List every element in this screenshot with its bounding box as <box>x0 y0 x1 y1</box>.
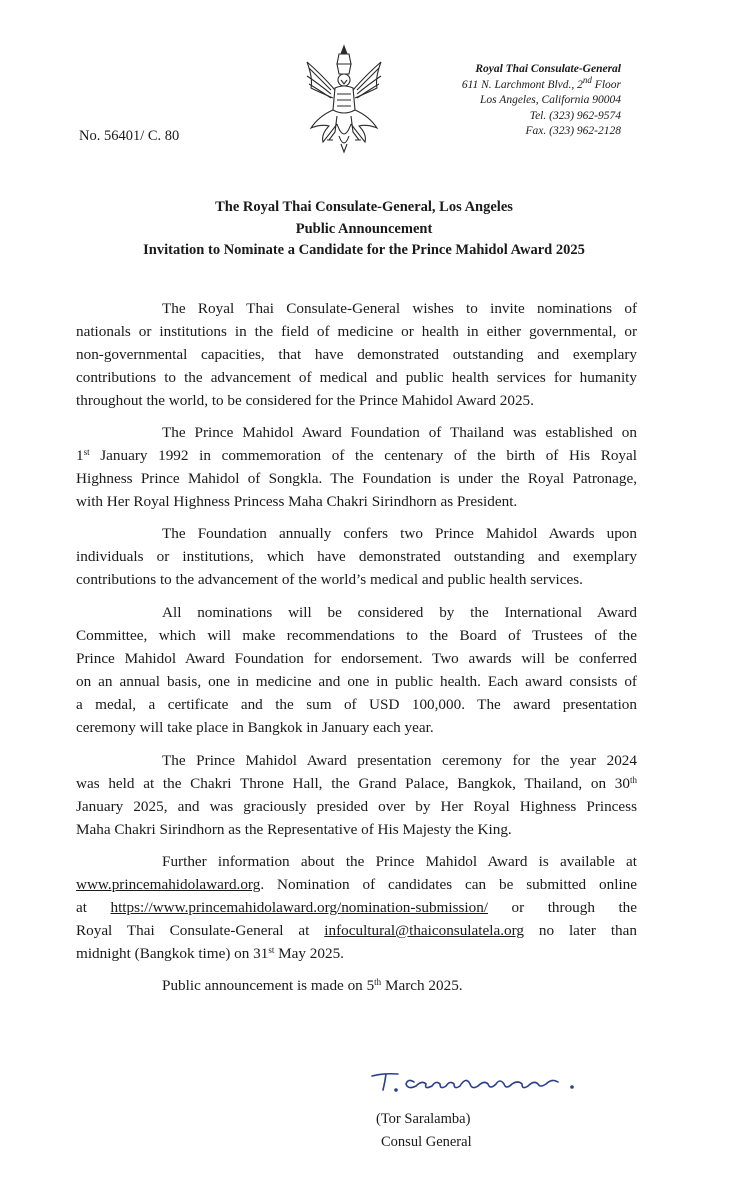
signer-title: Consul General <box>381 1133 472 1150</box>
paragraph-nomination-process: All nominations will be considered by the International Award Committee, which will make recommendations to the Board of Trustees of the Prince Mahidol Award Foundation for endorsement. Two awards will be conferred on an annual basis, one in medicine and one in public health. Each award consists of a medal, a certificate and the sum of USD 100,000. The award presentation ceremony will take place in Bangkok in January each year. <box>76 604 637 736</box>
paragraph-announcement-date: Public announcement is made on 5th March 2025. <box>162 977 463 994</box>
address-line-city: Los Angeles, California 90004 <box>480 94 621 106</box>
nomination-submission-link[interactable]: https://www.princemahidolaward.org/nomination-submission/ <box>110 899 489 916</box>
fax: Fax. (323) 962-2128 <box>525 125 621 137</box>
title-line-3: Invitation to Nominate a Candidate for the Prince Mahidol Award 2025 <box>143 242 585 258</box>
title-line-2: Public Announcement <box>295 220 433 237</box>
letterhead-address <box>361 62 621 140</box>
paragraph-foundation-history: The Prince Mahidol Award Foundation of Thailand was established on 1st January 1992 in commemoration of the centenary of the birth of His Royal Highness Prince Mahidol of Songkla. The Foundation is under the Royal Patronage, with Her Royal Highness Princess Maha Chakri Sirindhorn as President. <box>76 424 637 510</box>
paragraph-further-information: Further information about the Prince Mahidol Award is available at www.princemahidolaward.org. Nomination of candidates can be submitted online at https://www.princemahidolaward.org/nomination-submission/ or through the Royal Thai Consulate-General at infocultural@thaiconsulatela.org no later than midnight (Bangkok time) on 31st May 2025. <box>76 853 638 962</box>
signer-name: (Tor Saralamba) <box>376 1111 471 1127</box>
paragraph-invitation: The Royal Thai Consulate-General wishes to invite nominations of nationals or institutions in the field of medicine or health in either governmental, or non-governmental capacities, that have demonstrated outstanding and exemplary contributions to the advancement of medical and public health services for humanity throughout the world, to be considered for the Prince Mahidol Award 2025. <box>76 300 637 409</box>
email-link[interactable]: infocultural@thaiconsulatela.org <box>324 922 524 939</box>
announcement-title <box>60 197 668 262</box>
address-line-street: 611 N. Larchmont Blvd., 2nd Floor <box>461 74 621 91</box>
title-line-1: The Royal Thai Consulate-General, Los Angeles <box>215 199 513 215</box>
telephone: Tel. (323) 962-9574 <box>529 109 621 122</box>
consulate-name: Royal Thai Consulate-General <box>475 63 621 75</box>
signature-block <box>372 1108 472 1153</box>
paragraph-2024-ceremony: The Prince Mahidol Award presentation ceremony for the year 2024 was held at the Chakri Throne Hall, the Grand Palace, Bangkok, Thailand, on 30th January 2025, and was graciously presided over by Her Royal Highness Princess Maha Chakri Sirindhorn as the Representative of His Majesty the King. <box>76 752 637 838</box>
paragraph-annual-awards: The Foundation annually confers two Prince Mahidol Awards upon individuals or institutions, which have demonstrated outstanding and exemplary contributions to the advancement of the world’s medical and public health services. <box>76 525 637 588</box>
document-number: No. 56401/ C. 80 <box>79 128 180 144</box>
handwritten-signature <box>366 1066 586 1096</box>
website-link[interactable]: www.princemahidolaward.org <box>76 876 261 893</box>
